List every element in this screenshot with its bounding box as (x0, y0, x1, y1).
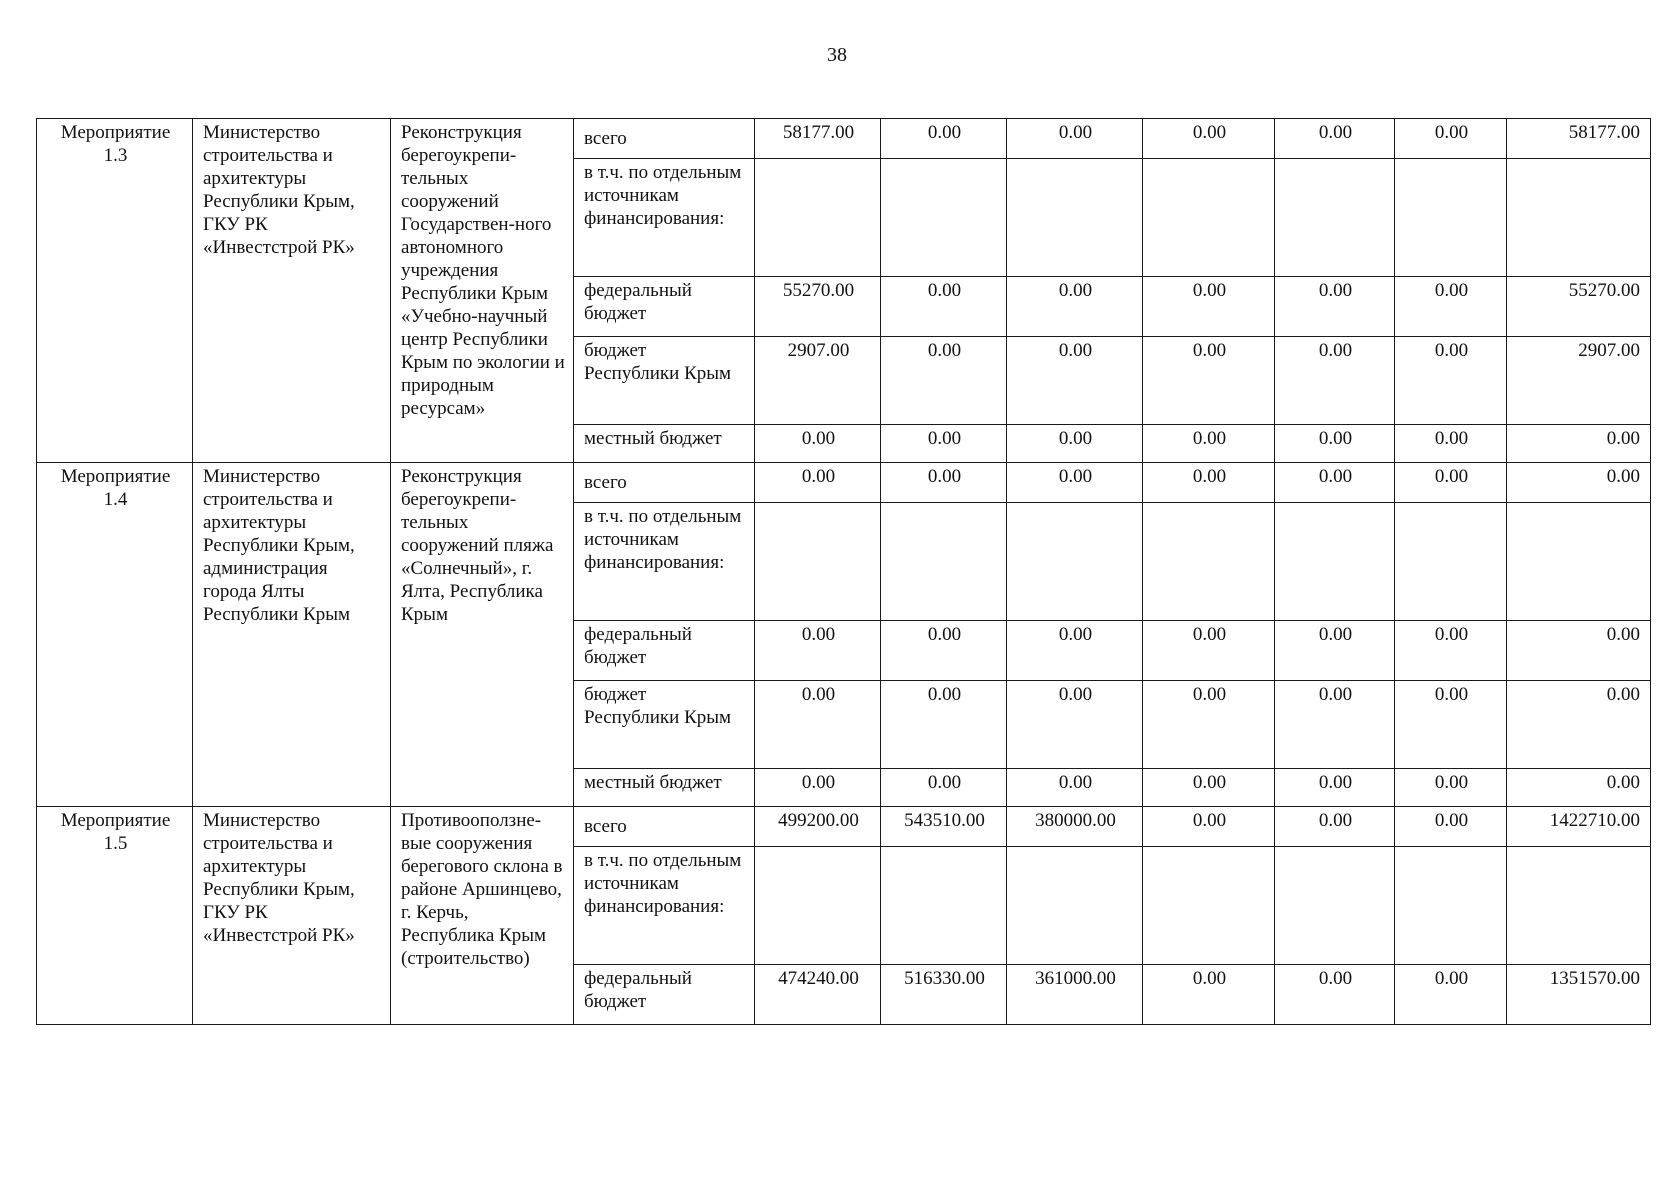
amount-cell: 0.00 (1275, 621, 1395, 681)
funding-source-cell: в т.ч. по отдельным источникам финансирования: (574, 159, 755, 277)
amount-cell (755, 503, 881, 621)
amount-cell: 380000.00 (1007, 807, 1143, 847)
amount-cell: 0.00 (1395, 425, 1507, 463)
funding-source-cell: в т.ч. по отдельным источникам финансирования: (574, 503, 755, 621)
table-body (37, 119, 1651, 1025)
amount-cell: 516330.00 (881, 965, 1007, 1025)
amount-cell: 0.00 (755, 463, 881, 503)
amount-cell: 0.00 (1395, 621, 1507, 681)
amount-cell: 2907.00 (755, 337, 881, 425)
amount-cell: 0.00 (1395, 681, 1507, 769)
amount-cell: 0.00 (1143, 119, 1275, 159)
amount-cell: 0.00 (1395, 769, 1507, 807)
funding-source-cell: федеральный бюджет (574, 621, 755, 681)
amount-cell: 0.00 (1143, 807, 1275, 847)
table-row (37, 119, 1651, 159)
amount-cell: 0.00 (1007, 119, 1143, 159)
amount-cell: 55270.00 (755, 277, 881, 337)
amount-cell: 0.00 (1395, 965, 1507, 1025)
amount-cell: 0.00 (1275, 337, 1395, 425)
amount-cell (1395, 503, 1507, 621)
amount-cell: 0.00 (1143, 277, 1275, 337)
event-cell: Мероприятие 1.4 (37, 463, 193, 807)
amount-cell (1143, 159, 1275, 277)
executor-cell: Министерство строительства и архитектуры Республики Крым, ГКУ РК «Инвестстрой РК» (193, 119, 391, 463)
funding-source-cell: всего (574, 463, 755, 503)
amount-cell: 0.00 (1143, 463, 1275, 503)
total-amount-cell: 1351570.00 (1507, 965, 1651, 1025)
funding-source-cell: бюджет Республики Крым (574, 337, 755, 425)
amount-cell: 0.00 (1275, 681, 1395, 769)
amount-cell: 0.00 (1395, 807, 1507, 847)
total-amount-cell (1507, 159, 1651, 277)
table-row (37, 463, 1651, 503)
amount-cell: 0.00 (1395, 463, 1507, 503)
amount-cell: 0.00 (881, 621, 1007, 681)
total-amount-cell (1507, 847, 1651, 965)
amount-cell (881, 503, 1007, 621)
funding-source-cell: всего (574, 807, 755, 847)
amount-cell: 0.00 (881, 277, 1007, 337)
funding-source-cell: в т.ч. по отдельным источникам финансирования: (574, 847, 755, 965)
amount-cell: 0.00 (1275, 769, 1395, 807)
amount-cell (1275, 847, 1395, 965)
event-cell: Мероприятие 1.5 (37, 807, 193, 1025)
table-row (37, 807, 1651, 847)
amount-cell: 0.00 (755, 769, 881, 807)
amount-cell: 0.00 (1007, 463, 1143, 503)
event-name-cell: Реконструкция берегоукрепи-тельных сооружений Государствен-ного автономного учреждения Республики Крым «Учебно-научный центр Республики Крым по экологии и природным ресурсам» (391, 119, 574, 463)
amount-cell: 0.00 (881, 119, 1007, 159)
amount-cell: 0.00 (1275, 807, 1395, 847)
amount-cell: 0.00 (1395, 277, 1507, 337)
amount-cell: 0.00 (1143, 425, 1275, 463)
page-number: 38 (827, 44, 847, 66)
amount-cell: 0.00 (755, 425, 881, 463)
event-cell: Мероприятие 1.3 (37, 119, 193, 463)
amount-cell (1275, 159, 1395, 277)
funding-source-cell: федеральный бюджет (574, 965, 755, 1025)
funding-source-cell: всего (574, 119, 755, 159)
amount-cell: 0.00 (1143, 769, 1275, 807)
amount-cell (881, 847, 1007, 965)
amount-cell (881, 159, 1007, 277)
amount-cell: 0.00 (1275, 119, 1395, 159)
amount-cell (755, 847, 881, 965)
amount-cell: 0.00 (1143, 681, 1275, 769)
total-amount-cell: 0.00 (1507, 769, 1651, 807)
event-name-cell: Противооползне-вые сооружения берегового склона в районе Аршинцево, г. Керчь, Республика Крым (строительство) (391, 807, 574, 1025)
total-amount-cell: 0.00 (1507, 425, 1651, 463)
amount-cell (1007, 159, 1143, 277)
funding-source-cell: федеральный бюджет (574, 277, 755, 337)
amount-cell: 0.00 (881, 681, 1007, 769)
amount-cell: 0.00 (1275, 965, 1395, 1025)
amount-cell: 499200.00 (755, 807, 881, 847)
amount-cell: 0.00 (1143, 621, 1275, 681)
amount-cell (755, 159, 881, 277)
amount-cell (1395, 159, 1507, 277)
amount-cell: 0.00 (755, 621, 881, 681)
amount-cell: 0.00 (881, 463, 1007, 503)
amount-cell: 0.00 (1143, 337, 1275, 425)
total-amount-cell: 55270.00 (1507, 277, 1651, 337)
amount-cell: 0.00 (1007, 769, 1143, 807)
amount-cell: 0.00 (755, 681, 881, 769)
amount-cell (1395, 847, 1507, 965)
amount-cell: 0.00 (1143, 965, 1275, 1025)
funding-table (36, 118, 1651, 1025)
amount-cell (1143, 847, 1275, 965)
amount-cell: 0.00 (1007, 681, 1143, 769)
total-amount-cell (1507, 503, 1651, 621)
amount-cell: 0.00 (1275, 463, 1395, 503)
total-amount-cell: 0.00 (1507, 621, 1651, 681)
amount-cell: 0.00 (1007, 425, 1143, 463)
amount-cell: 0.00 (881, 337, 1007, 425)
total-amount-cell: 0.00 (1507, 681, 1651, 769)
amount-cell: 0.00 (881, 769, 1007, 807)
total-amount-cell: 58177.00 (1507, 119, 1651, 159)
event-name-cell: Реконструкция берегоукрепи-тельных сооружений пляжа «Солнечный», г. Ялта, Республика Крым (391, 463, 574, 807)
amount-cell: 0.00 (1395, 337, 1507, 425)
funding-source-cell: бюджет Республики Крым (574, 681, 755, 769)
amount-cell: 543510.00 (881, 807, 1007, 847)
amount-cell: 361000.00 (1007, 965, 1143, 1025)
funding-source-cell: местный бюджет (574, 769, 755, 807)
amount-cell (1007, 503, 1143, 621)
amount-cell (1143, 503, 1275, 621)
total-amount-cell: 2907.00 (1507, 337, 1651, 425)
amount-cell: 0.00 (1007, 621, 1143, 681)
amount-cell: 0.00 (1007, 277, 1143, 337)
amount-cell (1007, 847, 1143, 965)
amount-cell: 58177.00 (755, 119, 881, 159)
amount-cell: 0.00 (1395, 119, 1507, 159)
amount-cell: 0.00 (1007, 337, 1143, 425)
amount-cell: 474240.00 (755, 965, 881, 1025)
funding-source-cell: местный бюджет (574, 425, 755, 463)
amount-cell: 0.00 (1275, 425, 1395, 463)
total-amount-cell: 0.00 (1507, 463, 1651, 503)
executor-cell: Министерство строительства и архитектуры Республики Крым, ГКУ РК «Инвестстрой РК» (193, 807, 391, 1025)
amount-cell: 0.00 (1275, 277, 1395, 337)
total-amount-cell: 1422710.00 (1507, 807, 1651, 847)
amount-cell (1275, 503, 1395, 621)
executor-cell: Министерство строительства и архитектуры Республики Крым, администрация города Ялты Республики Крым (193, 463, 391, 807)
amount-cell: 0.00 (881, 425, 1007, 463)
